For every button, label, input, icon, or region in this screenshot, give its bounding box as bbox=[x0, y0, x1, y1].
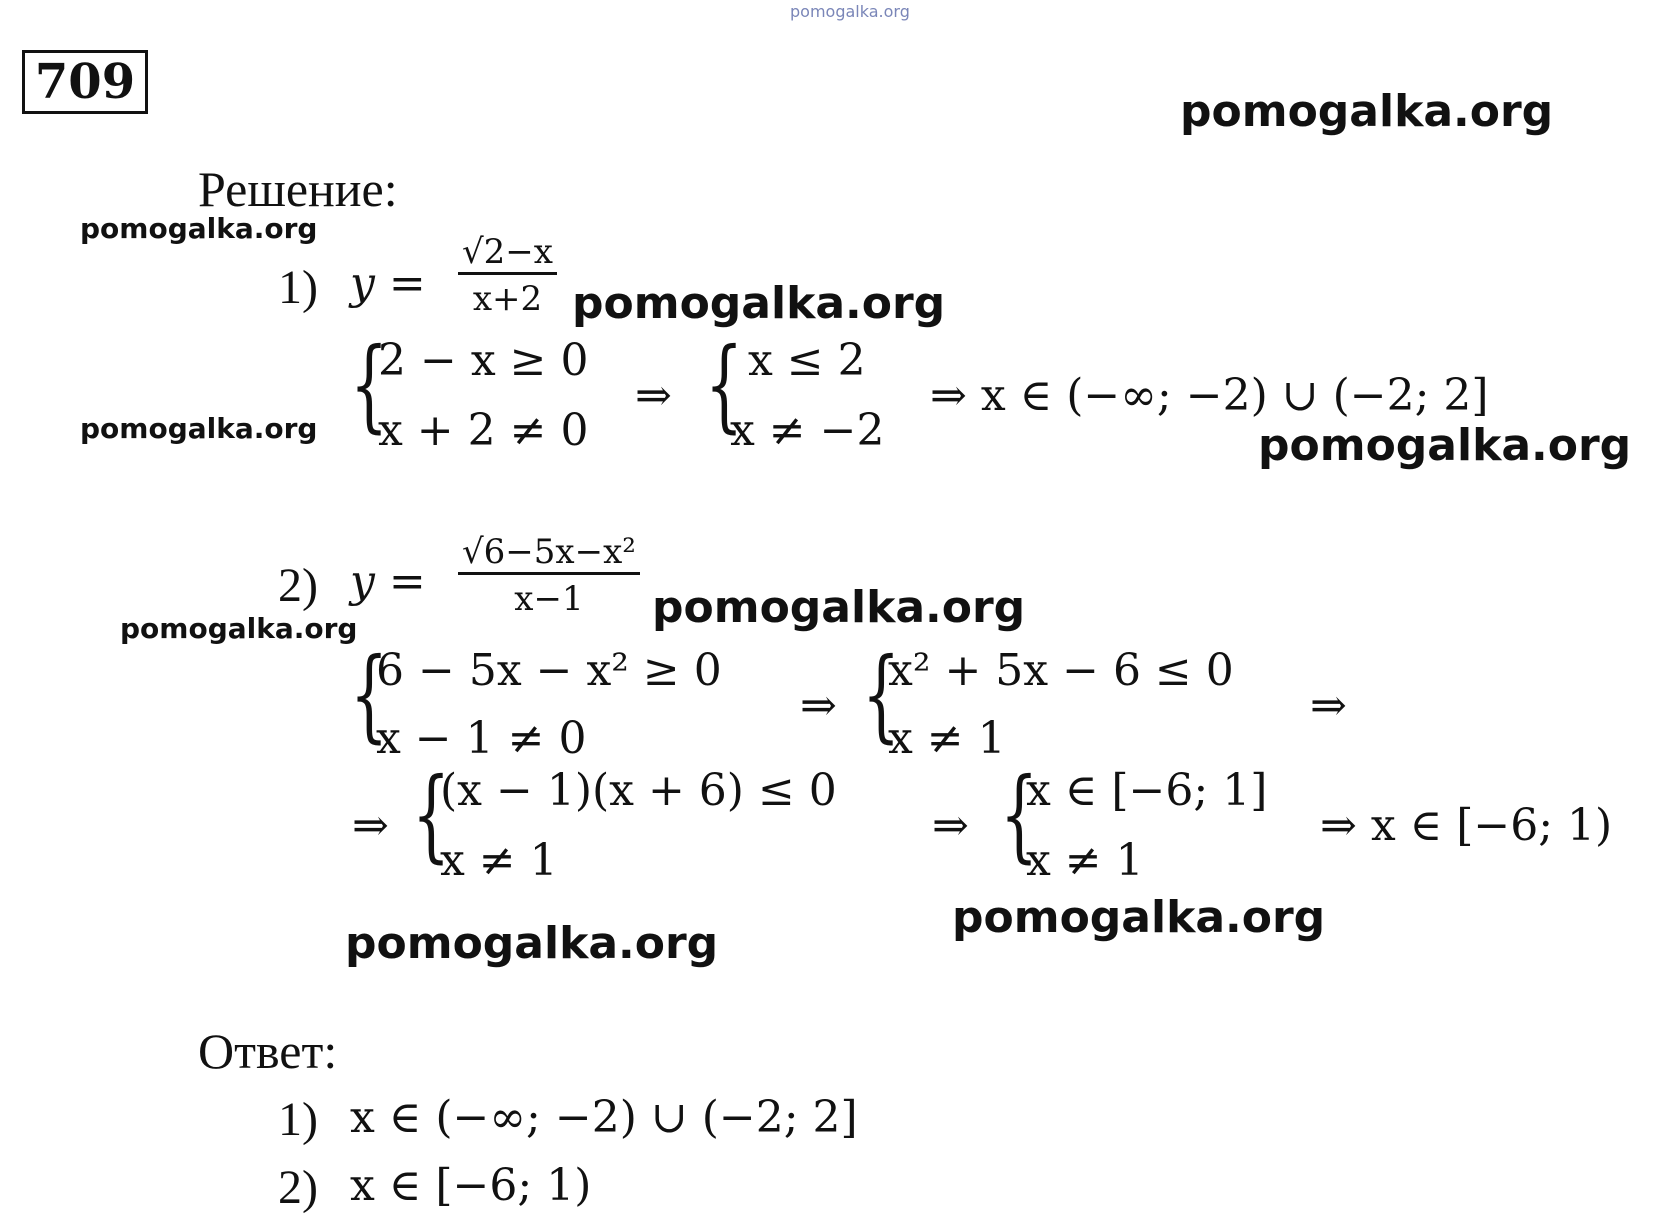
part2-fraction bbox=[458, 532, 640, 619]
part1-sys-a-line2: x + 2 ≠ 0 bbox=[378, 405, 589, 456]
watermark: pomogalka.org bbox=[345, 918, 719, 969]
answer-1-value: x ∈ (−∞; −2) ∪ (−2; 2] bbox=[350, 1092, 858, 1143]
watermark: pomogalka.org bbox=[80, 212, 318, 245]
part1-sys-b-line2: x ≠ −2 bbox=[730, 405, 885, 456]
brace: { bbox=[1000, 756, 1039, 873]
watermark: pomogalka.org bbox=[1180, 86, 1554, 137]
part1-result: ⇒ x ∈ (−∞; −2) ∪ (−2; 2] bbox=[930, 370, 1489, 421]
problem-number: 709 bbox=[22, 50, 148, 114]
part1-label: 1) bbox=[278, 261, 318, 314]
answer-2-value: x ∈ [−6; 1) bbox=[350, 1160, 592, 1211]
solution-heading: Решение: bbox=[198, 161, 398, 217]
part2-sys-d-line2: x ≠ 1 bbox=[1026, 835, 1144, 886]
part1-fraction bbox=[458, 232, 557, 319]
part1-sys-a-line1: 2 − x ≥ 0 bbox=[378, 335, 589, 386]
watermark-top: pomogalka.org bbox=[790, 2, 910, 21]
watermark: pomogalka.org bbox=[652, 582, 1026, 633]
watermark: pomogalka.org bbox=[1258, 420, 1632, 471]
brace: { bbox=[350, 636, 389, 753]
answer-1-label: 1) bbox=[278, 1093, 318, 1146]
watermark: pomogalka.org bbox=[952, 892, 1326, 943]
part2-sys-d-line1: x ∈ [−6; 1] bbox=[1026, 765, 1268, 816]
brace: { bbox=[705, 326, 744, 443]
brace: { bbox=[862, 636, 901, 753]
part2-trail-arrow: ⇒ bbox=[1310, 680, 1347, 731]
part2-sys-a-line1: 6 − 5x − x² ≥ 0 bbox=[376, 645, 722, 696]
part1-y-eq: y = bbox=[350, 258, 426, 309]
watermark: pomogalka.org bbox=[120, 612, 358, 645]
brace: { bbox=[412, 756, 451, 873]
part2-denominator: x−1 bbox=[514, 579, 584, 619]
part2-lead-arrow: ⇒ bbox=[352, 800, 389, 851]
part2-arrow: ⇒ bbox=[800, 680, 837, 731]
part2-sys-c-line1: (x − 1)(x + 6) ≤ 0 bbox=[440, 765, 837, 816]
part2-arrow: ⇒ bbox=[932, 800, 969, 851]
part1-denominator: x+2 bbox=[472, 279, 543, 319]
part2-y-eq: y = bbox=[350, 556, 426, 607]
part2-sys-b-line2: x ≠ 1 bbox=[888, 713, 1006, 764]
part1-arrow: ⇒ bbox=[635, 370, 672, 421]
part2-numerator: √6−5x−x² bbox=[458, 532, 640, 575]
brace: { bbox=[350, 326, 389, 443]
part2-label: 2) bbox=[278, 559, 318, 612]
watermark: pomogalka.org bbox=[572, 278, 946, 329]
part2-sys-b-line1: x² + 5x − 6 ≤ 0 bbox=[888, 645, 1234, 696]
part1-sys-b-line1: x ≤ 2 bbox=[748, 335, 866, 386]
part1-numerator: √2−x bbox=[458, 232, 557, 275]
watermark: pomogalka.org bbox=[80, 412, 318, 445]
answer-heading: Ответ: bbox=[198, 1023, 338, 1079]
answer-2-label: 2) bbox=[278, 1161, 318, 1214]
part2-result: ⇒ x ∈ [−6; 1) bbox=[1320, 800, 1613, 851]
part2-sys-a-line2: x − 1 ≠ 0 bbox=[376, 713, 587, 764]
part2-sys-c-line2: x ≠ 1 bbox=[440, 835, 558, 886]
